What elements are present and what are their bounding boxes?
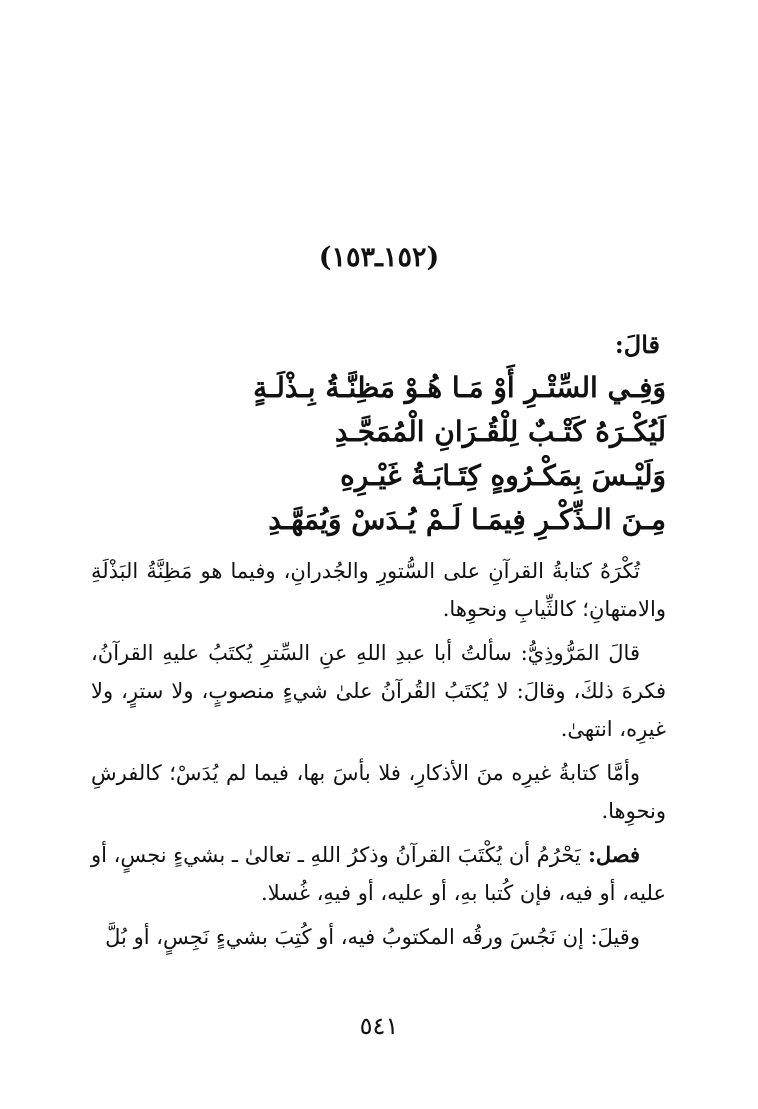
- paragraph-4-text: يَحْرُمُ أن يُكْتَبَ القرآنُ وذكرُ اللهِ ـ تعالىٰ ـ بشيءٍ نجسٍ، أو عليه، أو فيه، فإن كُتبا بهِ، أو عليه، أو فيهِ، غُسلا.: [91, 843, 666, 905]
- paragraph-1: [91, 552, 666, 628]
- section-heading: (١٥٢ـ١٥٣): [318, 242, 440, 273]
- paragraph-3-text: وأمَّا كتابةُ غيرِه منَ الأذكارِ، فلا بأسَ بها، فيما لم يُدَسْ؛ كالفرشِ ونحوِها.: [91, 761, 666, 823]
- paragraph-2-text: قالَ المَرُّوذِيُّ: سألتُ أبا عبدِ اللهِ عنِ السِّترِ يُكتَبُ عليهِ القرآنُ، فكرهَ ذلكَ، وقالَ: لا يُكتَبُ القُرآنُ علىٰ شيءٍ منصوبٍ، ولا سترٍ، ولا غيرِه، انتهىٰ.: [91, 641, 666, 741]
- paragraph-5: [91, 918, 666, 956]
- paragraph-1-text: تُكْرَهُ كتابةُ القرآنِ على السُّتورِ والجُدرانِ، وفيما هو مَظِنَّةُ البَذْلَةِ والامتهانِ؛ كالثِّيابِ ونحوِها.: [91, 559, 666, 621]
- verse-line-4: مِـنَ الـذِّكْـرِ فِيمَـا لَـمْ يُـدَسْ وَيُمَهَّـدِ: [268, 503, 666, 536]
- verse-line-3: وَلَيْـسَ بِمَكْـرُوهٍ كِتَـابَـةُ غَيْـرِهِ: [340, 459, 666, 492]
- page-number: ٥٤١: [359, 1012, 399, 1040]
- paragraph-5-text: وقيلَ: إن نَجُسَ ورقُه المكتوبُ فيه، أو كُتِبَ بشيءٍ نَجِسٍ، أو بُلَّ: [105, 925, 640, 949]
- paragraph-4: [91, 836, 666, 912]
- verse-line-2: لَيُكْـرَهُ كَتْـبٌ لِلْقُـرَانِ الْمُمَجَّـدِ: [334, 415, 666, 448]
- verse-intro-label: قالَ:: [614, 330, 660, 359]
- paragraph-3: [91, 754, 666, 830]
- paragraph-2: [91, 634, 666, 748]
- verse-line-1: وَفِـي السِّتْـرِ أَوْ مَـا هُـوْ مَظِنَّـةُ بِـذْلَـةٍ: [253, 371, 666, 404]
- commentary-body: [91, 552, 666, 962]
- fasl-label: فصل:: [580, 842, 640, 867]
